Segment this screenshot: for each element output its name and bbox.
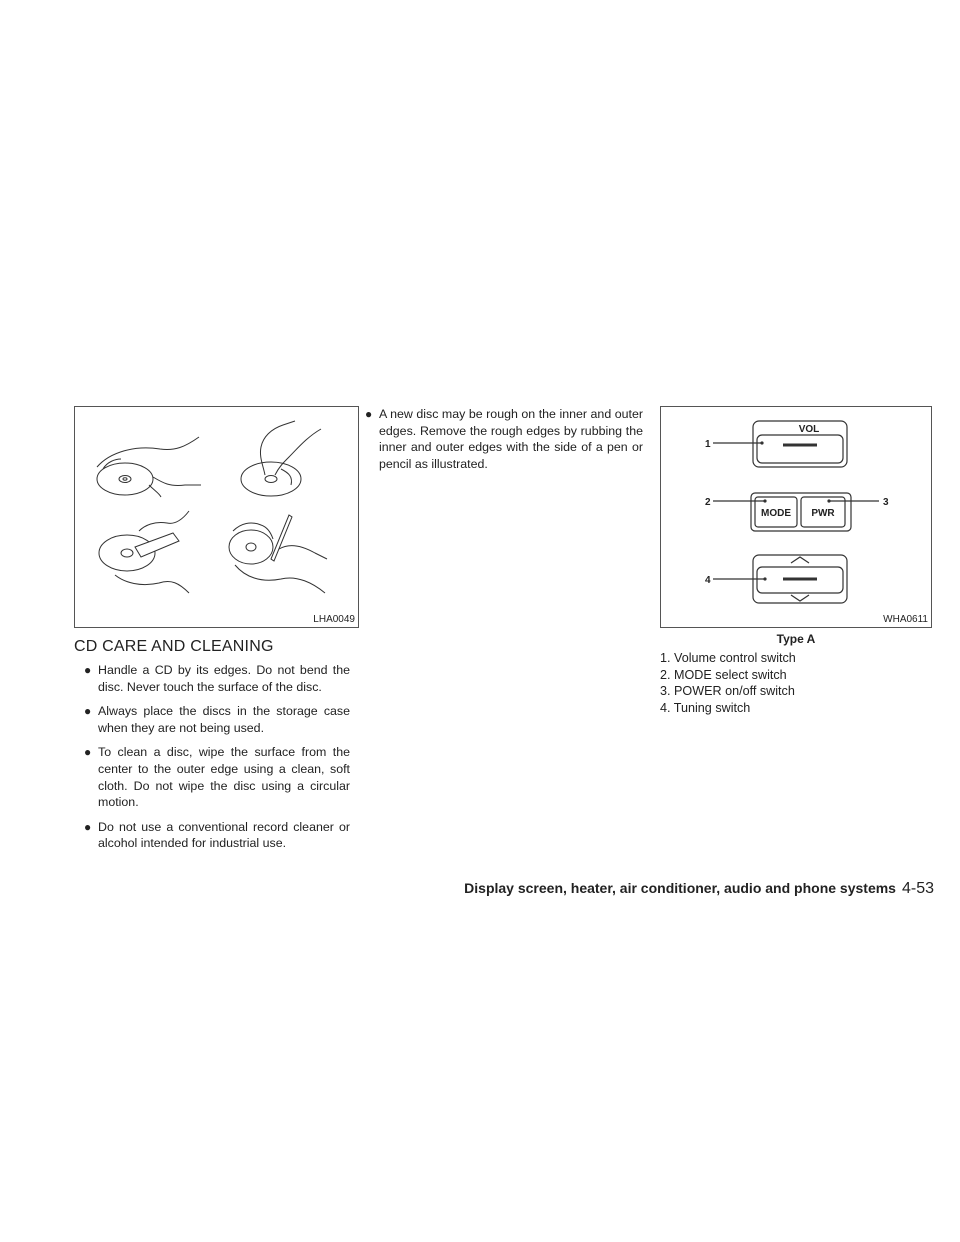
page-footer [464, 880, 934, 898]
figure-code-left: LHA0049 [313, 614, 355, 625]
bullet-dot-icon: ● [84, 745, 92, 760]
callout-1: 1 [705, 439, 711, 450]
control-legend [660, 650, 796, 716]
legend-item: 2. MODE select switch [660, 667, 787, 682]
bullet-dot-icon: ● [84, 663, 92, 677]
section-title: CD CARE AND CLEANING [74, 638, 274, 655]
mode-label: MODE [761, 508, 791, 519]
bullet-item: ● Handle a CD by its edges. Do not bend the disc. Never touch the surface of the disc. [84, 663, 350, 694]
audio-control-figure [660, 406, 932, 628]
vol-label: VOL [798, 424, 820, 435]
bullet-item: ● Do not use a conventional record cleaner or alcohol intended for industrial use. [84, 819, 350, 851]
legend-item: 3. POWER on/off switch [660, 684, 795, 699]
audio-control-panel-icon [661, 407, 931, 627]
bullet-dot-icon: ● [84, 819, 92, 834]
legend-item: 1. Volume control switch [660, 651, 796, 665]
bullet-item: ● To clean a disc, wipe the surface from the center to the outer edge using a clean, soft cloth. Do not wipe the disc using a circular motion. [84, 745, 350, 810]
callout-4: 4 [705, 575, 711, 586]
figure-code-right: WHA0611 [883, 614, 928, 625]
page-number: 4-53 [901, 880, 934, 897]
bullet-dot-icon: ● [365, 407, 373, 421]
cd-care-bullet-list [86, 662, 350, 860]
legend-item: 4. Tuning switch [660, 700, 751, 715]
figure-caption: Type A [776, 632, 816, 646]
bullet-dot-icon: ● [84, 704, 92, 719]
footer-section-title: Display screen, heater, air conditioner, audio and phone systems [464, 880, 896, 896]
cd-handling-figure [74, 406, 359, 628]
new-disc-bullet-list [367, 406, 643, 480]
callout-3: 3 [883, 497, 889, 508]
pwr-label: PWR [811, 508, 835, 519]
bullet-item: ● A new disc may be rough on the inner and outer edges. Remove the rough edges by rubbing the inner and outer edges with the side of a pen or pencil as illustrated. [365, 407, 643, 471]
bullet-item: ● Always place the discs in the storage case when they are not being used. [84, 704, 350, 735]
callout-2: 2 [705, 497, 711, 508]
cd-handling-illustration-icon [75, 407, 358, 627]
